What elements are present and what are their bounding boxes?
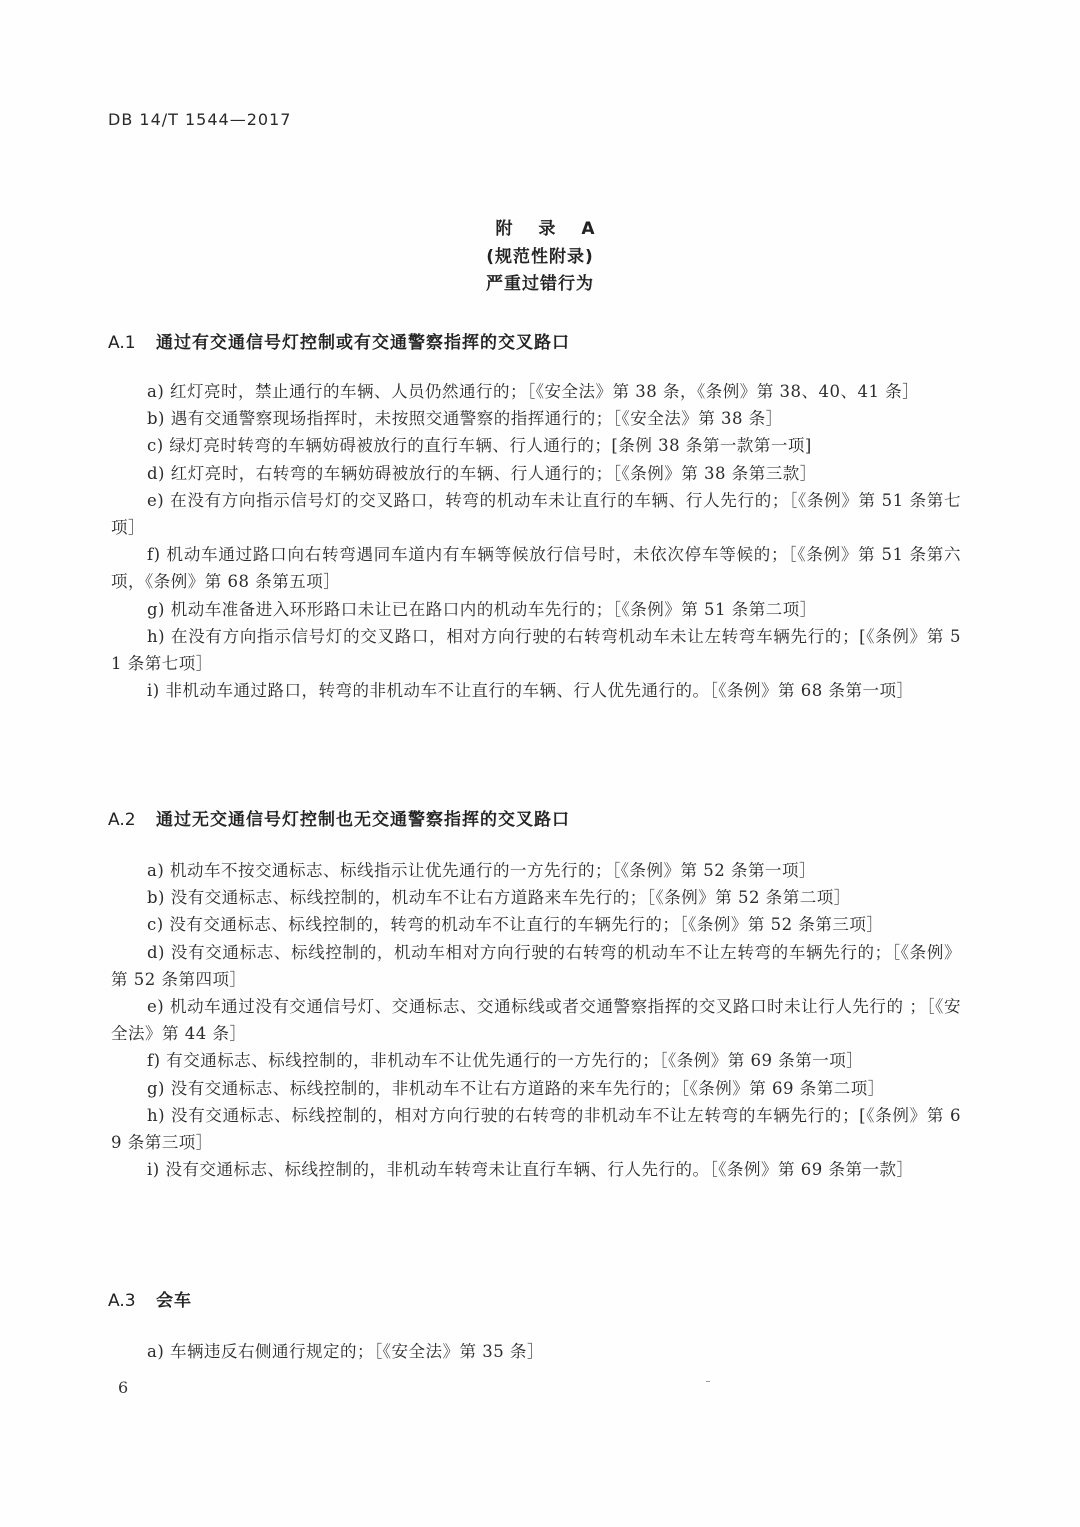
list-item: a) 红灯亮时，禁止通行的车辆、人员仍然通行的；［《安全法》第 38 条，《条例》第 38、40、41 条］ xyxy=(147,382,920,401)
list-item: f) 机动车通过路口向右转弯遇同车道内有车辆等候放行信号时，未依次停车等候的；［《条例》第 51 条第六项，《条例》第 68 条第五项］ xyxy=(111,545,961,592)
list-item: b) 遇有交通警察现场指挥时，未按照交通警察的指挥通行的；［《安全法》第 38 条］ xyxy=(147,409,783,429)
list-item: a) 机动车不按交通标志、标线指示让优先通行的一方先行的；［《条例》第 52 条第一项］ xyxy=(147,861,817,880)
list-item: h) 没有交通标志、标线控制的，相对方向行驶的右转弯的非机动车不让左转弯的车辆先行的；[《条例》第 69 条第三项］ xyxy=(111,1105,961,1153)
page-number: 6 xyxy=(118,1378,129,1397)
list-item: i) 没有交通标志、标线控制的，非机动车转弯未让直行车辆、行人先行的。［《条例》第 69 条第一款］ xyxy=(147,1160,914,1180)
list-item: e) 在没有方向指示信号灯的交叉路口，转弯的机动车未让直行的车辆、行人先行的；［《条例》第 51 条第七项］ xyxy=(111,490,961,538)
scan-speck xyxy=(706,1381,710,1382)
list-item: d) 红灯亮时，右转弯的车辆妨碍被放行的车辆、行人通行的；［《条例》第 38 条第三款］ xyxy=(147,463,817,483)
section-number: A.2 xyxy=(108,810,136,830)
section-title: 通过无交通信号灯控制也无交通警察指挥的交叉路口 xyxy=(156,810,570,830)
section-title: 通过有交通信号灯控制或有交通警察指挥的交叉路口 xyxy=(156,333,570,353)
list-item: g) 没有交通标志、标线控制的，非机动车不让右方道路的来车先行的；［《条例》第 69 条第二项］ xyxy=(147,1078,885,1098)
section-heading-a1 xyxy=(108,328,570,353)
section-number: A.1 xyxy=(108,333,136,353)
list-item: g) 机动车准备进入环形路口未让已在路口内的机动车先行的；［《条例》第 51 条第二项］ xyxy=(147,599,817,619)
list-item: i) 非机动车通过路口，转弯的非机动车不让直行的车辆、行人优先通行的。［《条例》第 68 条第一项］ xyxy=(147,681,914,701)
list-item: c) 没有交通标志、标线控制的，转弯的机动车不让直行的车辆先行的；［《条例》第 52 条第三项］ xyxy=(147,915,884,935)
section-items-a2 xyxy=(111,857,961,1183)
document-code: DB 14/T 1544—2017 xyxy=(108,110,292,129)
section-title: 会车 xyxy=(156,1291,192,1311)
section-items-a3 xyxy=(111,1338,961,1365)
list-item: c) 绿灯亮时转弯的车辆妨碍被放行的直行车辆、行人通行的；[条例 38 条第一款第一项] xyxy=(147,436,812,456)
list-item: f) 有交通标志、标线控制的，非机动车不让优先通行的一方先行的；［《条例》第 69 条第一项］ xyxy=(147,1051,864,1071)
appendix-name: 严重过错行为 xyxy=(486,274,594,294)
section-items-a1 xyxy=(111,378,961,704)
appendix-title: 附 录 A xyxy=(495,219,605,239)
list-item: a) 车辆违反右侧通行规定的；［《安全法》第 35 条］ xyxy=(147,1342,545,1361)
section-heading-a2 xyxy=(108,805,570,830)
section-number: A.3 xyxy=(108,1291,136,1311)
section-heading-a3 xyxy=(108,1286,192,1311)
list-item: h) 在没有方向指示信号灯的交叉路口，相对方向行驶的右转弯机动车未让左转弯车辆先行的；[《条例》第 51 条第七项］ xyxy=(111,626,961,674)
list-item: b) 没有交通标志、标线控制的，机动车不让右方道路来车先行的；［《条例》第 52 条第二项］ xyxy=(147,888,851,908)
list-item: e) 机动车通过没有交通信号灯、交通标志、交通标线或者交通警察指挥的交叉路口时未让行人先行的 ；［《安全法》第 44 条］ xyxy=(111,997,961,1044)
list-item: d) 没有交通标志、标线控制的，机动车相对方向行驶的右转弯的机动车不让左转弯的车辆先行的；［《条例》第 52 条第四项］ xyxy=(111,942,961,989)
appendix-subtitle: (规范性附录) xyxy=(486,247,594,267)
